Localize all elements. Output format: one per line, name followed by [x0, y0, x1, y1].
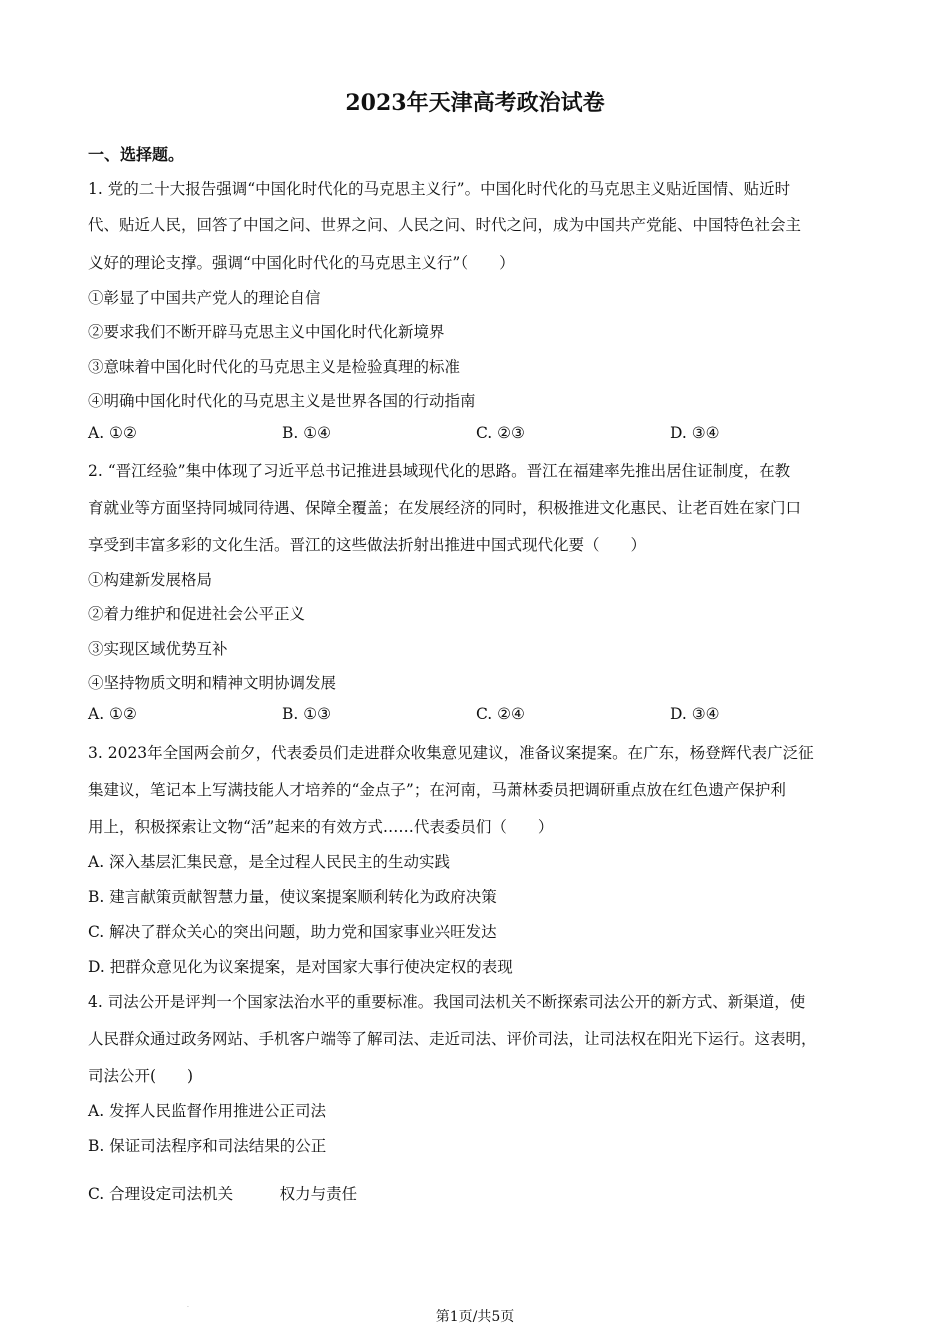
- q4-option-a: A. 发挥人民监督作用推进公正司法: [88, 1102, 327, 1120]
- q1-item-3: ③意味着中国化时代化的马克思主义是检验真理的标准: [88, 358, 461, 376]
- q2-item-4: ④坚持物质文明和精神文明协调发展: [88, 674, 337, 692]
- q1-option-b: B. ①④: [282, 424, 332, 442]
- q2-stem-line-2: 育就业等方面坚持同城同待遇、保障全覆盖；在发展经济的同时，积极推进文化惠民、让老百姓在家门口: [88, 499, 802, 517]
- q4-stem-line-3: 司法公开( ): [88, 1067, 194, 1085]
- q3-stem-line-2: 集建议，笔记本上写满技能人才培养的“金点子”；在河南，马萧林委员把调研重点放在红色遗产保护利: [88, 781, 786, 799]
- q3-option-d: D. 把群众意见化为议案提案，是对国家大事行使决定权的表现: [88, 958, 513, 976]
- q2-option-a: A. ①②: [88, 705, 137, 723]
- q1-stem-line-3: 义好的理论支撑。强调“中国化时代化的马克思主义行”（ ）: [88, 254, 515, 272]
- q4-stem-line-1: 4. 司法公开是评判一个国家法治水平的重要标准。我国司法机关不断探索司法公开的新方式、新渠道，使: [88, 993, 806, 1011]
- q3-option-a: A. 深入基层汇集民意，是全过程人民民主的生动实践: [88, 853, 451, 871]
- q1-item-2: ②要求我们不断开辟马克思主义中国化时代化新境界: [88, 323, 445, 341]
- q2-item-3: ③实现区域优势互补: [88, 640, 228, 658]
- q2-option-b: B. ①③: [282, 705, 332, 723]
- q3-stem-line-1: 3. 2023年全国两会前夕，代表委员们走进群众收集意见建议，准备议案提案。在广东，杨登辉代表广泛征: [88, 744, 814, 762]
- q2-stem-line-3: 享受到丰富多彩的文化生活。晋江的这些做法折射出推进中国式现代化要（ ）: [88, 536, 647, 554]
- q4-option-c: C. 合理设定司法机关 权力与责任: [88, 1185, 358, 1203]
- page-footer: 第1页/共5页: [435, 1309, 515, 1325]
- q4-stem-line-2: 人民群众通过政务网站、手机客户端等了解司法、走近司法、评价司法，让司法权在阳光下运行。这表明，: [88, 1030, 817, 1048]
- q3-stem-line-3: 用上，积极探索让文物“活”起来的有效方式……代表委员们（ ）: [88, 818, 554, 836]
- q1-item-1: ①彰显了中国共产党人的理论自信: [88, 289, 321, 307]
- q2-item-1: ①构建新发展格局: [88, 571, 213, 589]
- scan-mark: .: [187, 1302, 189, 1309]
- q4-option-b: B. 保证司法程序和司法结果的公正: [88, 1137, 327, 1155]
- q3-option-c: C. 解决了群众关心的突出问题，助力党和国家事业兴旺发达: [88, 923, 497, 941]
- q2-item-2: ②着力维护和促进社会公平正义: [88, 605, 306, 623]
- q1-stem-line-2: 代、贴近人民，回答了中国之问、世界之问、人民之问、时代之问，成为中国共产党能、中国特色社会主: [88, 216, 802, 234]
- q2-option-c: C. ②④: [476, 705, 525, 723]
- section-heading: 一、选择题。: [88, 145, 185, 164]
- page-title: 2023年天津高考政治试卷: [345, 90, 605, 116]
- q2-stem-line-1: 2. “晋江经验”集中体现了习近平总书记推进县域现代化的思路。晋江在福建率先推出居住证制度，在教: [88, 462, 791, 480]
- q1-item-4: ④明确中国化时代化的马克思主义是世界各国的行动指南: [88, 392, 476, 410]
- q1-option-d: D. ③④: [670, 424, 720, 442]
- q1-option-a: A. ①②: [88, 424, 137, 442]
- q1-option-c: C. ②③: [476, 424, 525, 442]
- q2-option-d: D. ③④: [670, 705, 720, 723]
- q1-stem-line-1: 1. 党的二十大报告强调“中国化时代化的马克思主义行”。中国化时代化的马克思主义贴近国情、贴近时: [88, 180, 791, 198]
- q3-option-b: B. 建言献策贡献智慧力量，使议案提案顺利转化为政府决策: [88, 888, 497, 906]
